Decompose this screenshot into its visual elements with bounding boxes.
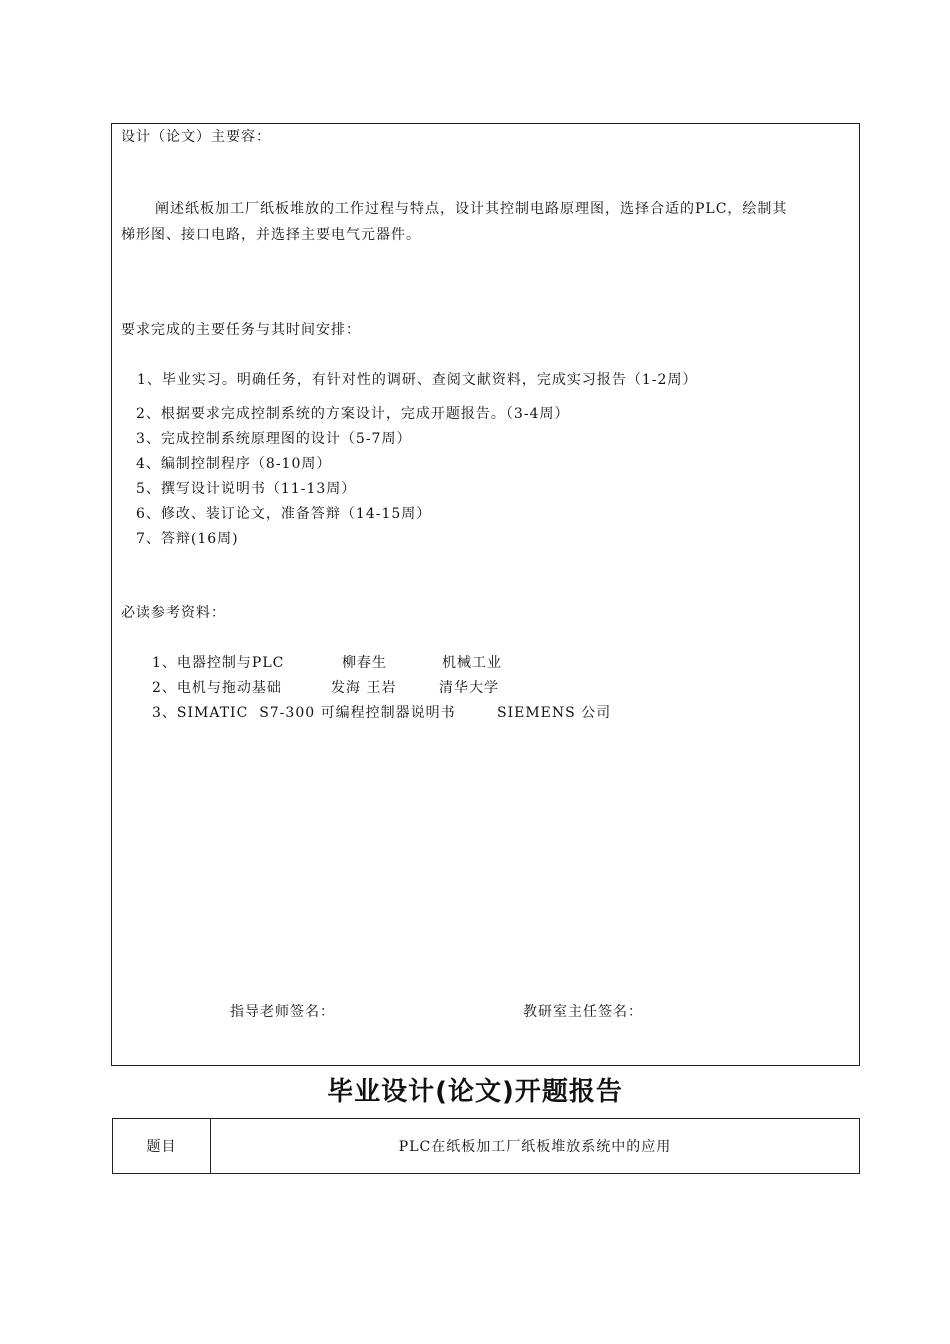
references-heading: 必读参考资料： [121,605,226,621]
reference-3-publisher: SIEMENS 公司 [497,705,612,721]
task-item-1: 1、毕业实习。明确任务，有针对性的调研、查阅文献资料，完成实习报告（1-2周） [137,372,698,388]
advisor-signature-label: 指导老师签名： [230,1004,335,1020]
description-line-2: 梯形图、接口电路，并选择主要电气元器件。 [121,227,421,243]
assignment-box [111,123,860,1066]
reference-1-author: 柳春生 [342,655,387,671]
description-line-1: 阐述纸板加工厂纸板堆放的工作过程与特点，设计其控制电路原理图，选择合适的PLC，绘制其 [155,201,788,217]
task-item-6: 6、修改、装订论文，准备答辩（14-15周） [136,506,432,522]
tasks-heading: 要求完成的主要任务与其时间安排： [121,322,361,338]
reference-3-title: 3、SIMATIC S7-300 可编程控制器说明书 [152,705,456,721]
task-item-7: 7、答辩(16周) [136,531,239,547]
main-content-heading: 设计（论文）主要容： [121,129,271,145]
topic-table [112,1118,860,1174]
task-item-3: 3、完成控制系统原理图的设计（5-7周） [136,431,412,447]
topic-value: PLC在纸板加工厂纸板堆放系统中的应用 [398,1139,672,1155]
task-item-4: 4、编制控制程序（8-10周） [136,456,332,472]
task-item-2: 2、根据要求完成控制系统的方案设计，完成开题报告。（3-4周） [136,406,570,422]
reference-2-author: 发海 王岩 [331,680,397,696]
reference-2-title: 2、电机与拖动基础 [152,680,282,696]
topic-label: 题目 [113,1119,211,1173]
report-title: 毕业设计(论文)开题报告 [327,1077,623,1107]
task-item-5: 5、撰写设计说明书（11-13周） [136,481,357,497]
reference-2-publisher: 清华大学 [439,680,499,696]
director-signature-label: 教研室主任签名： [523,1004,643,1020]
reference-1-title: 1、电器控制与PLC [152,655,285,671]
reference-1-publisher: 机械工业 [442,655,502,671]
